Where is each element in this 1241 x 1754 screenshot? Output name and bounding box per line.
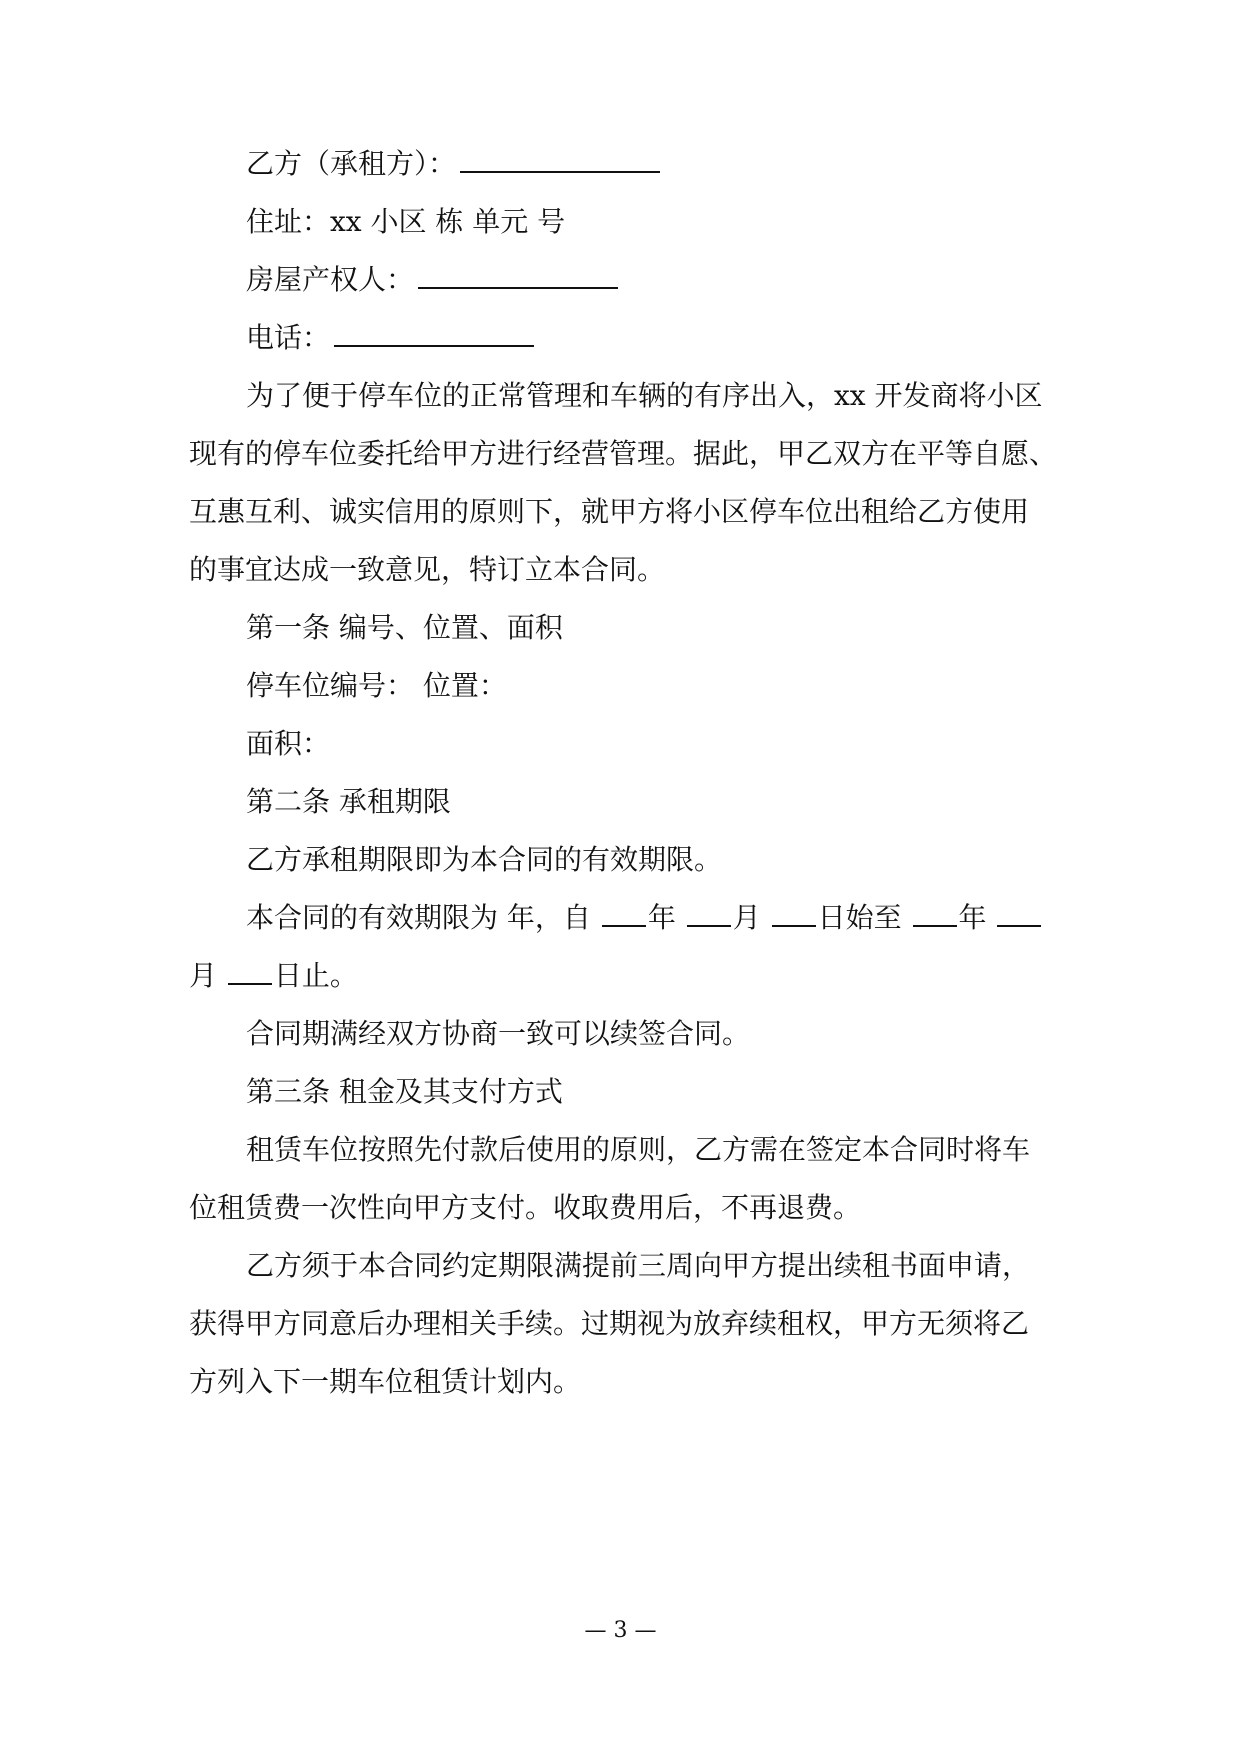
article2-period-line-2 [0,956,1241,996]
article1-area: 面积： [246,727,331,760]
end-year-label: 年 [958,901,996,934]
article1-spot: 停车位编号： 位置： [246,669,507,702]
owner-line [0,260,1241,300]
start-day-label: 日始至 [817,901,911,934]
end-year-blank[interactable] [913,899,957,927]
article3-title: 第三条 租金及其支付方式 [246,1075,563,1108]
article3-p2-line1: 乙方须于本合同约定期限满提前三周向甲方提出续租书面申请， [246,1249,1031,1282]
end-day-blank[interactable] [228,957,272,985]
start-month-label: 月 [732,901,770,934]
owner-label: 房屋产权人： [246,263,415,296]
article3-p2-line2: 获得甲方同意后办理相关手续。过期视为放弃续租权，甲方无须将乙 [189,1307,1030,1340]
start-day-blank[interactable] [772,899,816,927]
intro-line-3: 互惠互利、诚实信用的原则下，就甲方将小区停车位出租给乙方使用 [189,495,1030,528]
period-intro: 本合同的有效期限为 年，自 [246,901,600,934]
phone-label: 电话： [246,321,331,354]
end-day-label: 日止。 [273,959,358,992]
start-year-blank[interactable] [602,899,646,927]
party-b-label: 乙方（承租方）： [246,147,457,180]
start-month-blank[interactable] [687,899,731,927]
article3-p2-line3: 方列入下一期车位租赁计划内。 [189,1365,582,1398]
article3-p1-line1: 租赁车位按照先付款后使用的原则，乙方需在签定本合同时将车 [246,1133,1031,1166]
article1-title: 第一条 编号、位置、面积 [246,611,563,644]
end-month-blank-part[interactable] [997,899,1041,927]
page-number: — 3 — [584,1618,657,1643]
article2-p1: 乙方承租期限即为本合同的有效期限。 [246,843,723,876]
party-b-line [0,144,1241,184]
intro-line-4: 的事宜达成一致意见，特订立本合同。 [189,553,666,586]
phone-blank[interactable] [334,319,534,347]
address-line: 住址：xx 小区 栋 单元 号 [246,205,566,238]
owner-blank[interactable] [418,261,618,289]
article3-p1-line2: 位租赁费一次性向甲方支付。收取费用后，不再退费。 [189,1191,862,1224]
article2-title: 第二条 承租期限 [246,785,451,818]
phone-line [0,318,1241,358]
party-b-blank[interactable] [460,145,660,173]
article2-period-line [0,898,1241,938]
article2-p3: 合同期满经双方协商一致可以续签合同。 [246,1017,751,1050]
end-month-label: 月 [189,959,226,992]
intro-line-2: 现有的停车位委托给甲方进行经营管理。据此，甲乙双方在平等自愿、 [189,437,1058,470]
intro-line-1: 为了便于停车位的正常管理和车辆的有序出入，xx 开发商将小区 [246,379,1043,412]
start-year-label: 年 [647,901,685,934]
